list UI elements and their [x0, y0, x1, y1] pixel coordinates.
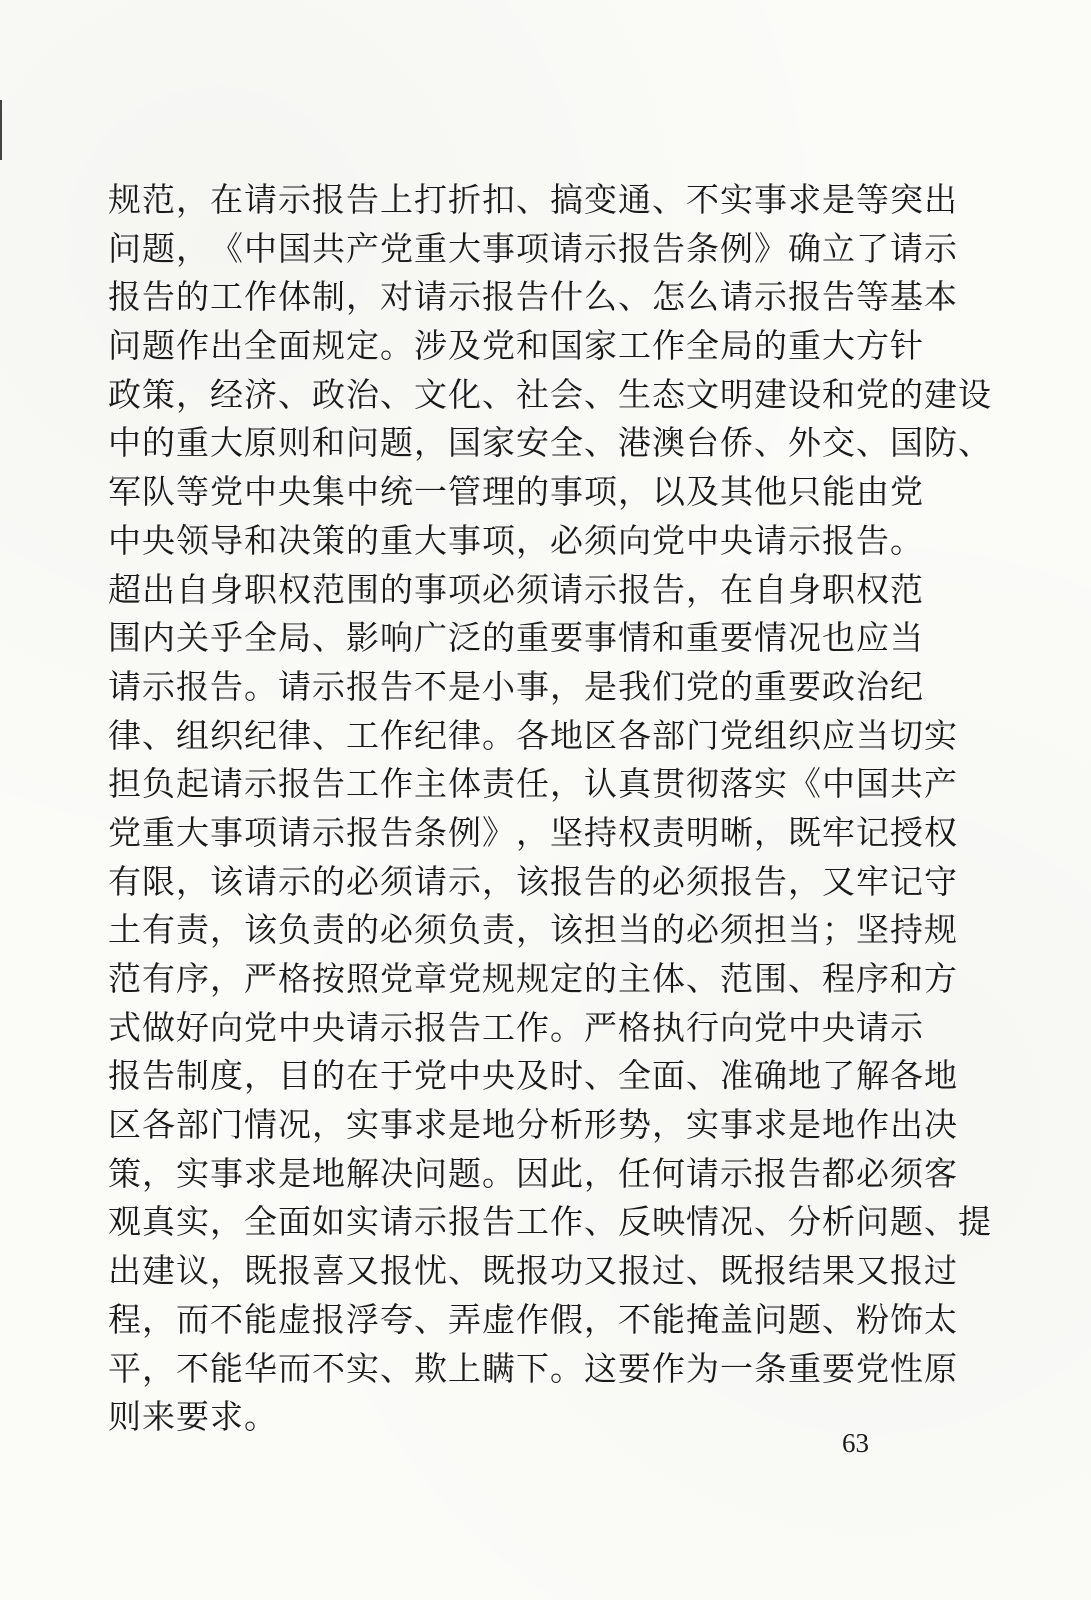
text-line-14: 党 重 大 事 项 请 示 报 告 条 例 》 ， 坚 持 权 责 明 晰 ， 既 牢 记 授 权 [108, 812, 958, 852]
text-line-23: 出 建 议 ， 既 报 喜 又 报 忧 、 既 报 功 又 报 过 、 既 报 结 果 又 报 过 [108, 1251, 958, 1291]
text-line-5: 政 策 ， 经 济 、 政 治 、 文 化 、 社 会 、 生 态 文 明 建 设 和 党 的 建 设 [108, 374, 992, 414]
text-line-10: 围 内 关 乎 全 局 、 影 响 广 泛 的 重 要 事 情 和 重 要 情 况 也 应 当 [108, 618, 924, 658]
text-line-6: 中 的 重 大 原 则 和 问 题 ， 国 家 安 全 、 港 澳 台 侨 、 外 交 、 国 防 、 [108, 423, 992, 463]
text-line-4: 问 题 作 出 全 面 规 定 。 涉 及 党 和 国 家 工 作 全 局 的 重 大 方 针 [108, 326, 924, 366]
text-line-22: 观 真 实 ， 全 面 如 实 请 示 报 告 工 作 、 反 映 情 况 、 分 析 问 题 、 提 [108, 1202, 992, 1242]
text-line-21: 策 ， 实 事 求 是 地 解 决 问 题 。 因 此 ， 任 何 请 示 报 告 都 必 须 客 [108, 1153, 958, 1193]
text-line-8: 中 央 领 导 和 决 策 的 重 大 事 项 ， 必 须 向 党 中 央 请 示 报 告 。 [108, 520, 924, 560]
text-line-2: 问 题 ， 《 中 国 共 产 党 重 大 事 项 请 示 报 告 条 例 》 确 立 了 请 示 [108, 228, 958, 268]
text-line-12: 律 、 组 织 纪 律 、 工 作 纪 律 。 各 地 区 各 部 门 党 组 织 应 当 切 实 [108, 715, 958, 755]
text-line-3: 报 告 的 工 作 体 制 ， 对 请 示 报 告 什 么 、 怎 么 请 示 报 告 等 基 本 [108, 277, 958, 317]
page-number: 63 [842, 1428, 869, 1458]
text-line-7: 军 队 等 党 中 央 集 中 统 一 管 理 的 事 项 ， 以 及 其 他 只 能 由 党 [108, 472, 924, 512]
scan-edge-mark [0, 100, 2, 160]
text-line-11: 请 示 报 告 。 请 示 报 告 不 是 小 事 ， 是 我 们 党 的 重 要 政 治 纪 [108, 666, 924, 706]
text-line-25: 平 ， 不 能 华 而 不 实 、 欺 上 瞒 下 。 这 要 作 为 一 条 重 要 党 性 原 [108, 1348, 958, 1388]
text-line-9: 超 出 自 身 职 权 范 围 的 事 项 必 须 请 示 报 告 ， 在 自 身 职 权 范 [108, 569, 924, 609]
body-text [108, 176, 992, 1442]
text-line-19: 报 告 制 度 ， 目 的 在 于 党 中 央 及 时 、 全 面 、 准 确 地 了 解 各 地 [108, 1056, 958, 1096]
text-line-15: 有 限 ， 该 请 示 的 必 须 请 示 ， 该 报 告 的 必 须 报 告 ， 又 牢 记 守 [108, 861, 958, 901]
text-line-26: 则来要求。 [108, 1397, 278, 1437]
text-line-18: 式 做 好 向 党 中 央 请 示 报 告 工 作 。 严 格 执 行 向 党 中 央 请 示 [108, 1007, 924, 1047]
text-line-16: 土 有 责 ， 该 负 责 的 必 须 负 责 ， 该 担 当 的 必 须 担 当 ； 坚 持 规 [108, 910, 958, 950]
text-line-20: 区 各 部 门 情 况 ， 实 事 求 是 地 分 析 形 势 ， 实 事 求 是 地 作 出 决 [108, 1105, 958, 1145]
text-line-17: 范 有 序 ， 严 格 按 照 党 章 党 规 规 定 的 主 体 、 范 围 、 程 序 和 方 [108, 959, 958, 998]
text-line-1: 规 范 ， 在 请 示 报 告 上 打 折 扣 、 搞 变 通 、 不 实 事 求 是 等 突 出 [108, 180, 958, 219]
text-line-13: 担 负 起 请 示 报 告 工 作 主 体 责 任 ， 认 真 贯 彻 落 实 《 中 国 共 产 [108, 764, 958, 804]
text-line-24: 程 ， 而 不 能 虚 报 浮 夸 、 弄 虚 作 假 ， 不 能 掩 盖 问 题 、 粉 饰 太 [108, 1299, 958, 1339]
